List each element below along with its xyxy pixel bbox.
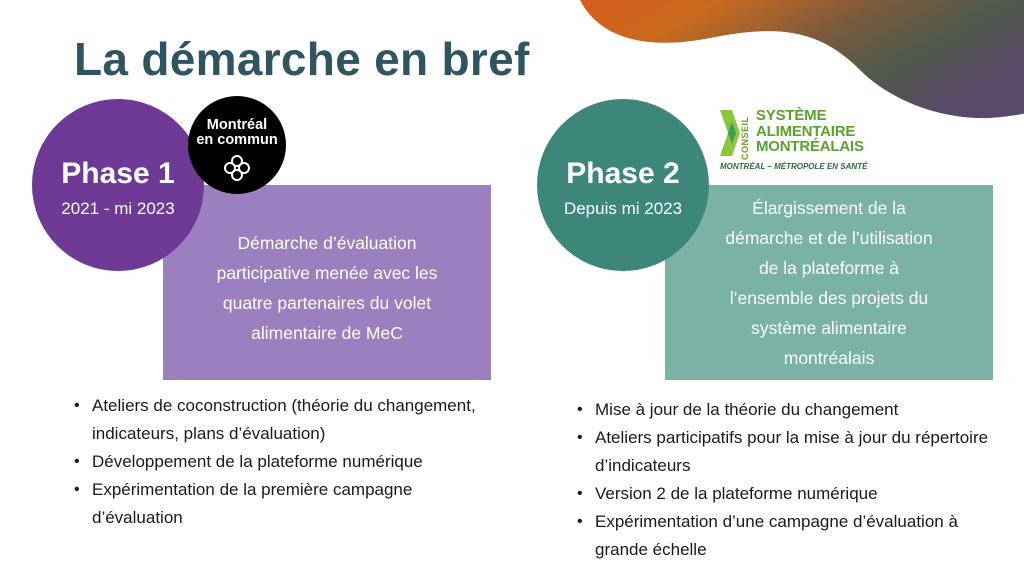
page-title: La démarche en bref	[74, 33, 530, 85]
phase2-description-line: de la plateforme à	[758, 257, 900, 278]
phase2-description-line: Élargissement de la	[752, 197, 906, 218]
logo-text: MONTRÉALAIS	[756, 138, 864, 155]
montreal-en-commun-logo	[188, 96, 286, 194]
phase1-description-box	[163, 185, 491, 380]
phase2-description-line: l’ensemble des projets du	[729, 287, 929, 308]
phase1-description-line: quatre partenaires du volet	[222, 292, 432, 313]
list-item: • Version 2 de la plateforme numérique	[575, 480, 1005, 508]
list-item: • Développement de la plateforme numérique	[72, 448, 482, 476]
list-item: • Expérimentation d’une campagne d’évaluation à grande échelle	[575, 508, 1005, 564]
phase2-bullet-list	[575, 396, 1005, 564]
list-item: • Ateliers participatifs pour la mise à jour du répertoire d’indicateurs	[575, 424, 1005, 480]
phase2-description-line: montréalais	[783, 347, 875, 368]
logo-text: ALIMENTAIRE	[756, 122, 856, 140]
list-item: • Ateliers de coconstruction (théorie du changement, indicateurs, plans d’évaluation)	[72, 392, 482, 448]
phase2-description-line: démarche et de l’utilisation	[725, 227, 933, 248]
phase1-label: Phase 1	[61, 157, 175, 190]
phase2-dates: Depuis mi 2023	[563, 199, 683, 218]
phase1-dates: 2021 - mi 2023	[61, 199, 175, 218]
logo-text: CONSEIL	[740, 116, 750, 160]
logo-text: SYSTÈME	[756, 107, 827, 124]
phase1-circle	[32, 99, 204, 271]
list-item: • Mise à jour de la théorie du changement	[575, 396, 1005, 424]
flower-icon	[222, 153, 252, 183]
list-item: • Expérimentation de la première campagne d’évaluation	[72, 476, 482, 532]
conseil-systeme-alimentaire-logo	[718, 108, 868, 178]
phase2-circle	[537, 99, 709, 271]
logo-text: en commun	[196, 132, 278, 148]
logo-text: Montréal	[206, 117, 268, 133]
phase1-description-line: Démarche d’évaluation	[237, 232, 417, 253]
phase2-description-box	[665, 185, 993, 380]
phase1-description-line: alimentaire de MeC	[251, 322, 403, 343]
phase1-bullet-list	[72, 392, 482, 532]
phase1-description-line: participative menée avec les	[216, 262, 438, 283]
logo-text: MONTRÉAL – MÉTROPOLE EN SANTÉ	[720, 162, 868, 171]
phase2-description-line: système alimentaire	[751, 317, 907, 338]
phase2-label: Phase 2	[566, 157, 680, 190]
